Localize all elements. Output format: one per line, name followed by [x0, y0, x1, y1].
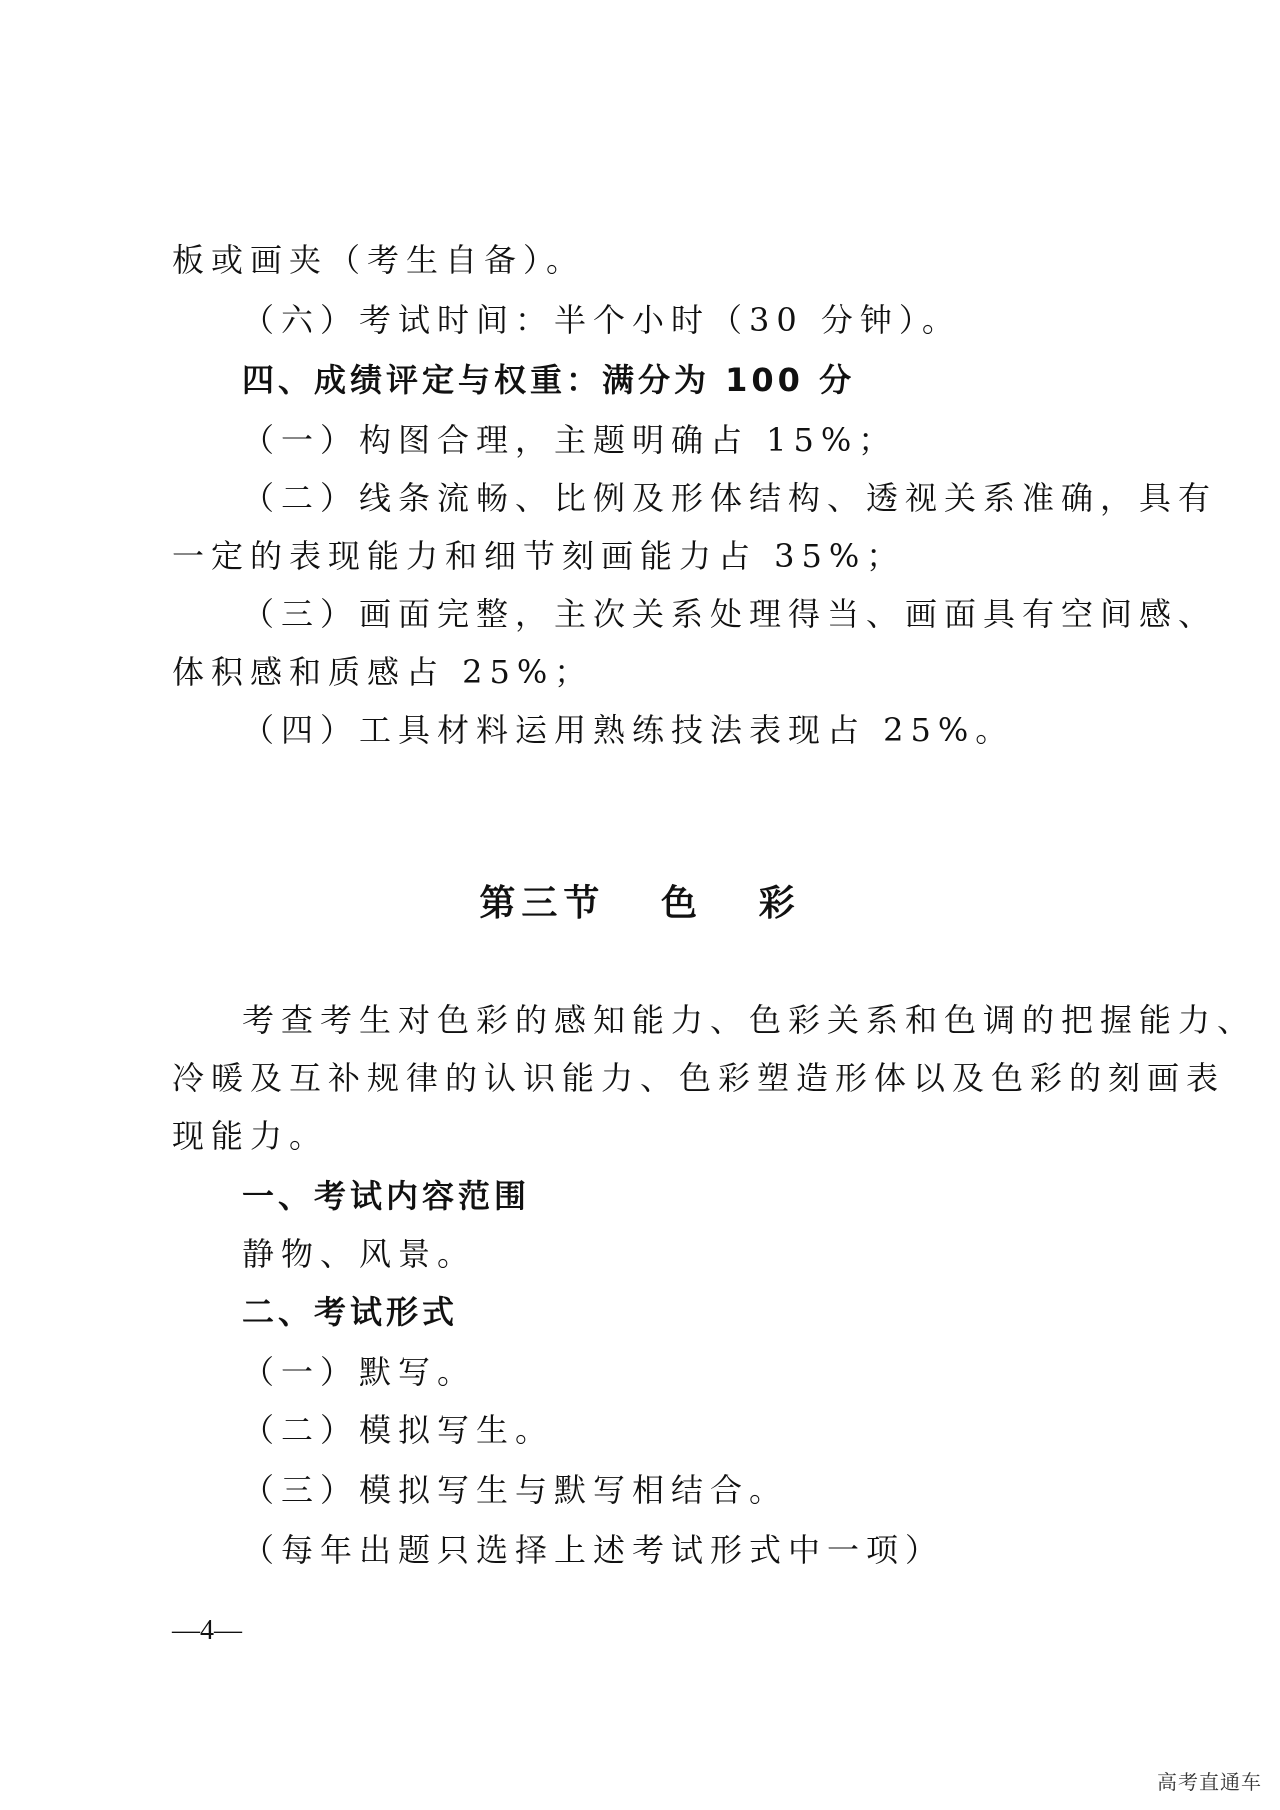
- text-line-6: 一定的表现能力和细节刻画能力占 35%；: [172, 537, 906, 575]
- section-text-line-1: 考查考生对色彩的感知能力、色彩关系和色调的把握能力、: [242, 1001, 1257, 1039]
- text-line-8: 体积感和质感占 25%；: [172, 653, 594, 691]
- exam-content-heading: 一、考试内容范围: [242, 1177, 531, 1215]
- text-line-9: （四）工具材料运用熟练技法表现占 25%。: [242, 711, 1015, 749]
- text-line-7: （三）画面完整，主次关系处理得当、画面具有空间感、: [242, 595, 1218, 633]
- text-line-4: （一）构图合理，主题明确占 15%；: [242, 421, 898, 459]
- section-text-line-7: （一）默写。: [242, 1353, 477, 1391]
- section-text-line-2: 冷暖及互补规律的认识能力、色彩塑造形体以及色彩的刻画表: [172, 1059, 1226, 1097]
- text-line-1: 板或画夹（考生自备）。: [172, 241, 586, 279]
- page-number: —4—: [172, 1615, 242, 1646]
- section-text-line-8: （二）模拟写生。: [242, 1411, 555, 1449]
- exam-format-heading: 二、考试形式: [242, 1293, 459, 1331]
- text-line-5: （二）线条流畅、比例及形体结构、透视关系准确，具有: [242, 479, 1218, 517]
- section-text-line-10: （每年出题只选择上述考试形式中一项）: [242, 1531, 945, 1569]
- section-text-line-9: （三）模拟写生与默写相结合。: [242, 1471, 789, 1509]
- section-text-line-5: 静物、风景。: [242, 1235, 477, 1273]
- watermark: 高考直通车: [1157, 1770, 1262, 1794]
- section-text-line-3: 现能力。: [172, 1117, 329, 1155]
- section-title: 第三节 色 彩: [479, 883, 801, 924]
- scoring-heading: 四、成绩评定与权重：满分为 100 分: [242, 361, 856, 399]
- text-line-2: （六）考试时间：半个小时（30 分钟）。: [242, 301, 961, 339]
